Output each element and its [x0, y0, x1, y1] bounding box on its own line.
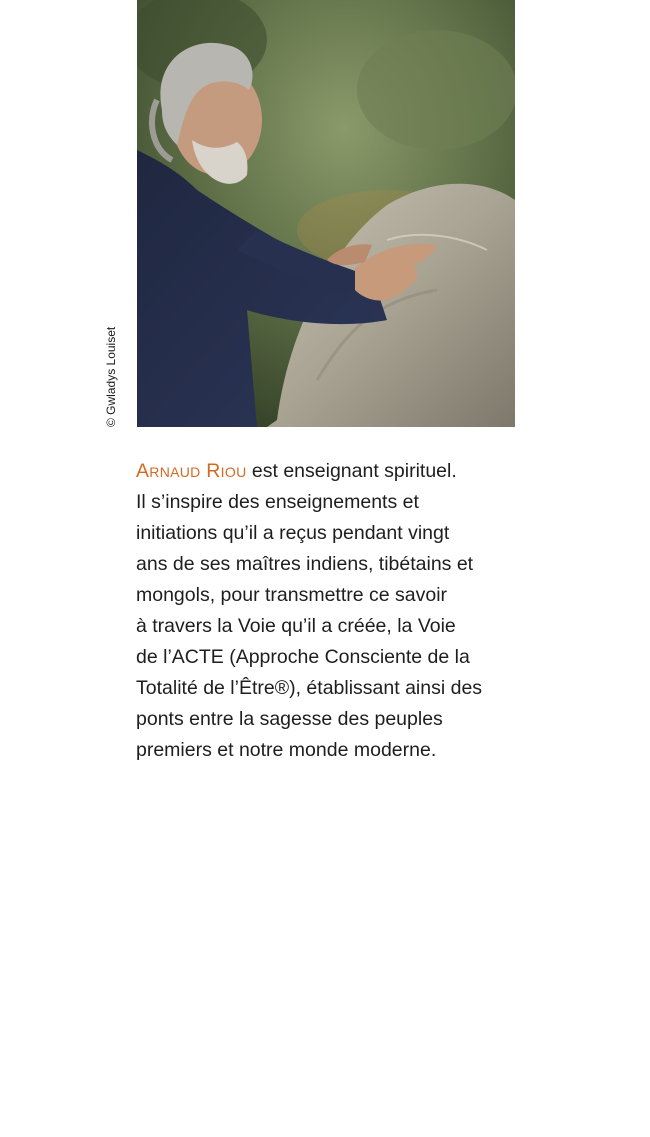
bio-line: Totalité de l’Être®), établissant ainsi des	[136, 677, 483, 699]
bio-line: de l’ACTE (Approche Consciente de la	[136, 646, 470, 668]
bio-line: mongols, pour transmettre ce savoir	[136, 584, 448, 606]
bio-line: à travers la Voie qu’il a créée, la Voie	[136, 615, 456, 637]
bio-line: ponts entre la sagesse des peuples	[136, 708, 443, 730]
bio-first-line	[136, 456, 526, 487]
author-name: Arnaud Riou	[136, 460, 247, 482]
bio-line: Il s’inspire des enseignements et	[136, 491, 419, 513]
author-photo	[137, 0, 515, 427]
author-bio	[136, 456, 526, 766]
bio-line: initiations qu’il a reçus pendant vingt	[136, 522, 450, 544]
bio-line: premiers et notre monde moderne.	[136, 739, 437, 761]
bio-first-line-rest: est enseignant spirituel.	[246, 460, 457, 482]
bio-line: ans de ses maîtres indiens, tibétains et	[136, 553, 474, 575]
photo-credit: © Gwladys Louiset	[104, 326, 118, 427]
